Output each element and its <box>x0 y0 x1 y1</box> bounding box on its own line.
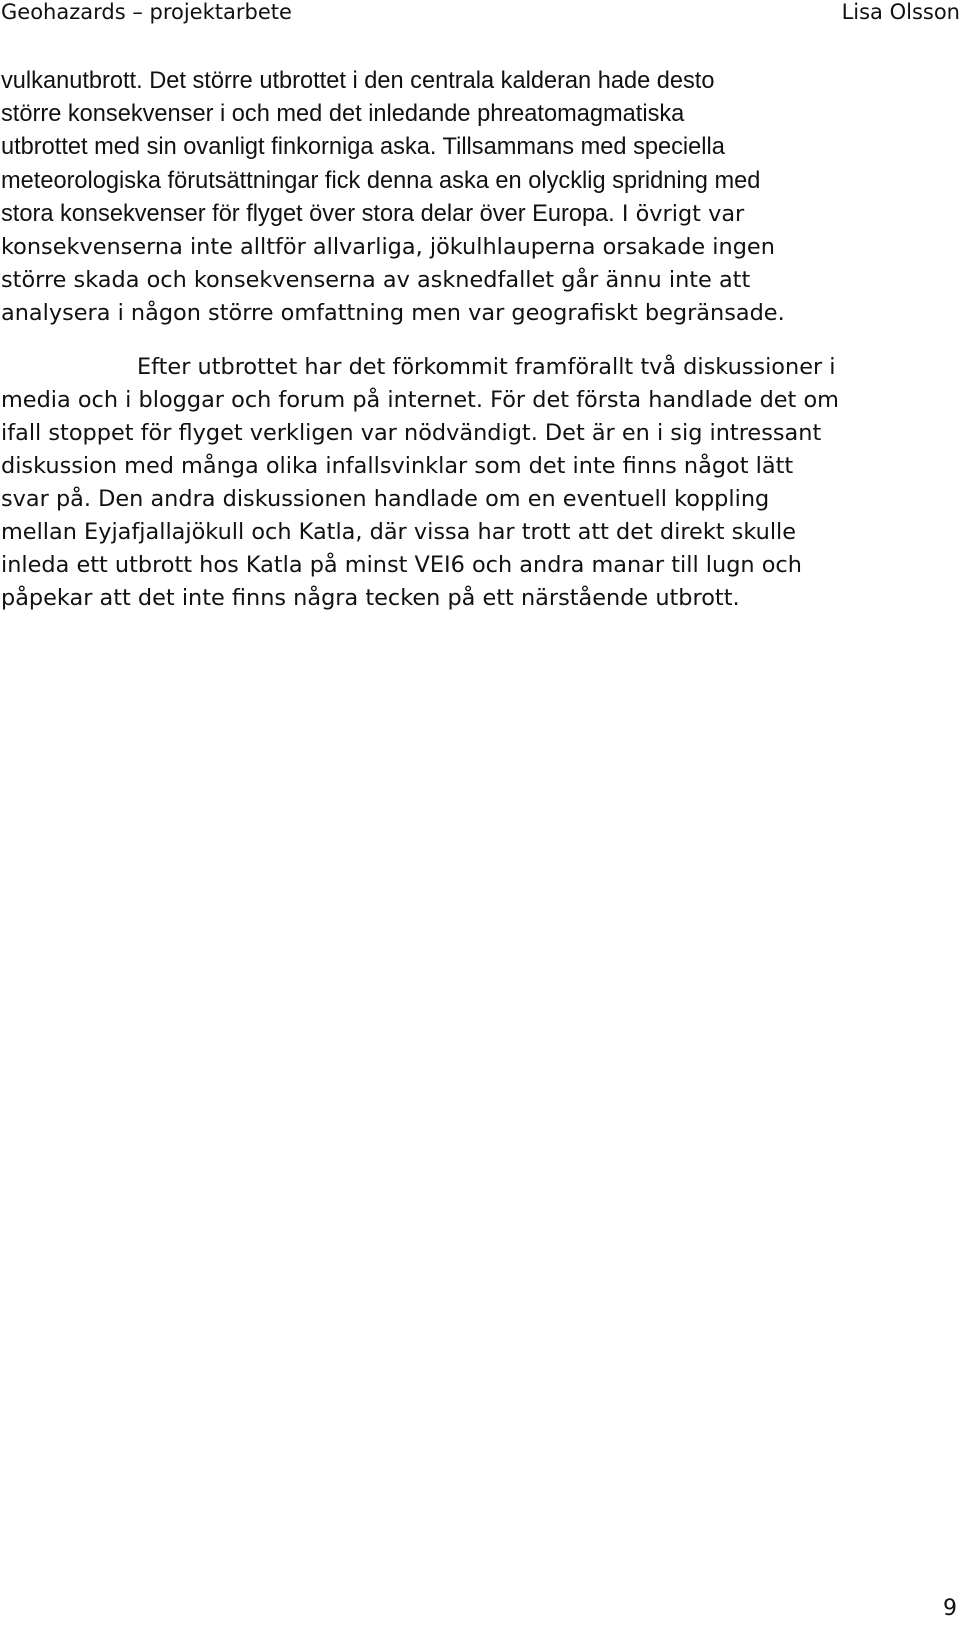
paragraph1-line-3: utbrottet med sin ovanligt finkorniga aska. Tillsammans med speciella <box>1 134 725 160</box>
paragraph1-line-7: större skada och konsekvenserna av asknedfallet går ännu inte att <box>1 267 751 293</box>
paragraph1-line-2: större konsekvenser i och med det inledande phreatomagmatiska <box>1 101 685 127</box>
paragraph2-line-5: svar på. Den andra diskussionen handlade om en eventuell koppling <box>1 486 770 512</box>
paragraph1-line-5 <box>1 197 744 231</box>
paragraph2-line-8: påpekar att det inte finns några tecken på ett närstående utbrott. <box>1 585 740 611</box>
running-header-author: Lisa Olsson <box>841 0 960 24</box>
paragraph1-line-1: vulkanutbrott. Det större utbrottet i den centrala kalderan hade desto <box>1 68 715 94</box>
paragraph2-line-6: mellan Eyjafjallajökull och Katla, där vissa har trott att det direkt skulle <box>1 519 797 545</box>
paragraph2-line-4: diskussion med många olika infallsvinklar som det inte finns något lätt <box>1 453 794 479</box>
paragraph1-line-5-part-b: I övrigt var <box>614 201 745 227</box>
paragraph2-line-2: media och i bloggar och forum på internet. För det första handlade det om <box>1 387 839 413</box>
running-header-title: Geohazards – projektarbete <box>1 0 292 24</box>
paragraph1-line-6: konsekvenserna inte alltför allvarliga, jökulhlauperna orsakade ingen <box>1 234 775 260</box>
paragraph1-line-4: meteorologiska förutsättningar fick denna aska en olycklig spridning med <box>1 168 761 194</box>
paragraph1-line-5-part-a: stora konsekvenser för flyget över stora delar över Europa. <box>1 201 615 227</box>
paragraph2-line-1: Efter utbrottet har det förkommit framförallt två diskussioner i <box>137 354 836 380</box>
paragraph2-line-3: ifall stoppet för flyget verkligen var nödvändigt. Det är en i sig intressant <box>1 420 822 446</box>
paragraph2-line-7: inleda ett utbrott hos Katla på minst VEI6 och andra manar till lugn och <box>1 552 802 578</box>
paragraph1-line-8: analysera i någon större omfattning men var geografiskt begränsade. <box>1 300 785 326</box>
page-number: 9 <box>943 1596 957 1621</box>
